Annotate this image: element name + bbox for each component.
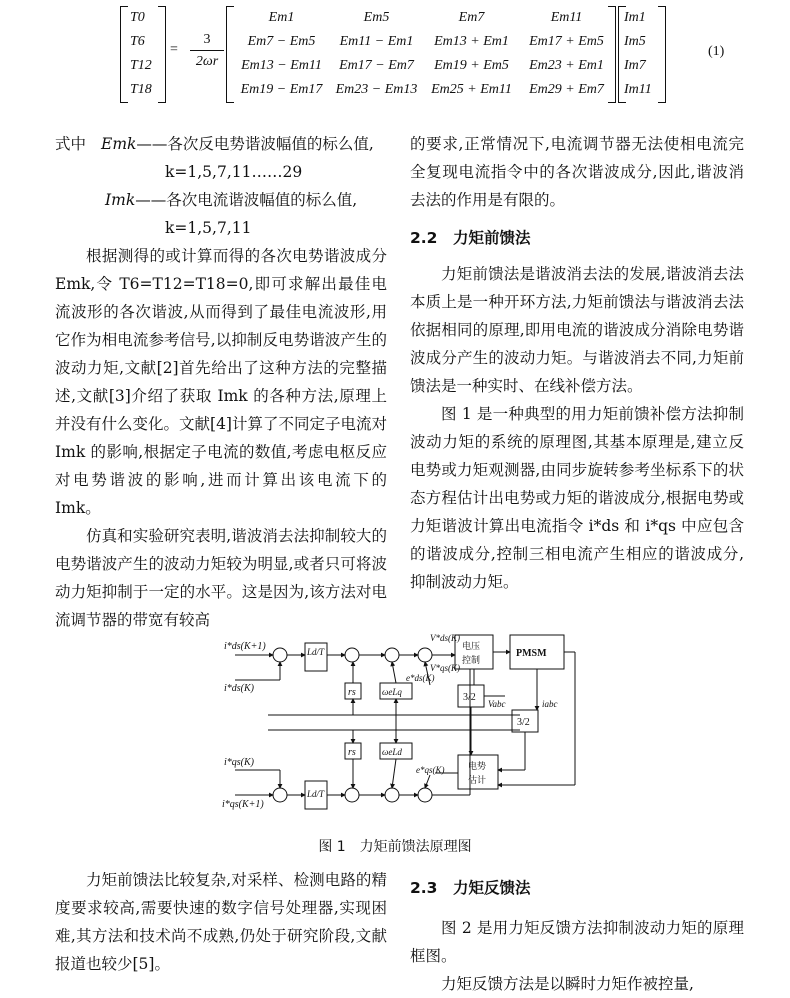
matrix-cell: Em11 − Em1 bbox=[339, 34, 414, 49]
sum-junction bbox=[273, 648, 287, 662]
matrix-cell: Em17 − Em7 bbox=[339, 58, 414, 73]
ld-t-top-label: Ld/T bbox=[307, 647, 325, 657]
we-lq-label: ωeLq bbox=[382, 687, 402, 697]
matrix-cell: Em19 − Em17 bbox=[240, 82, 323, 97]
matrix-cell: Em7 bbox=[458, 10, 485, 25]
input-iqs-k: i*qs(K) bbox=[224, 757, 254, 768]
signal-vabc: Vabc bbox=[488, 699, 506, 709]
sum-junction bbox=[345, 648, 359, 662]
matrix-cell: Em23 − Em13 bbox=[335, 82, 418, 97]
lhs-t6: T6 bbox=[130, 34, 145, 49]
rhs-im1: Im1 bbox=[624, 10, 646, 25]
section-heading-2-3: 2.3 力矩反馈法 bbox=[410, 879, 531, 897]
input-ids-k: i*ds(K) bbox=[224, 683, 254, 694]
matrix-cell: Em7 − Em5 bbox=[247, 34, 316, 49]
t32-b-label: 3/2 bbox=[517, 717, 530, 728]
left-column bbox=[55, 130, 387, 634]
input-ids-k1: i*ds(K+1) bbox=[224, 641, 266, 652]
emf-estimator-label-1: 电势 bbox=[468, 761, 487, 771]
rhs-im11: Im11 bbox=[624, 82, 652, 97]
equation-1 bbox=[110, 0, 750, 110]
sum-junction bbox=[273, 788, 287, 802]
coef-numerator: 3 bbox=[190, 30, 224, 51]
matrix-cell: Em5 bbox=[363, 10, 390, 25]
matrix-cell: Em23 + Em1 bbox=[529, 58, 604, 73]
lhs-t12: T12 bbox=[130, 58, 152, 73]
def2-text: ——各次电流谐波幅值的标么值, bbox=[135, 191, 358, 209]
lhs-t0: T0 bbox=[130, 10, 145, 25]
sum-junction bbox=[385, 648, 399, 662]
matrix-cell: Em25 + Em11 bbox=[431, 82, 512, 97]
signal-eqs: e*qs(K) bbox=[416, 765, 445, 775]
pmsm-label: PMSM bbox=[516, 648, 547, 659]
def1-text: ——各次反电势谐波幅值的标么值, bbox=[136, 135, 374, 153]
bottom-right-column bbox=[410, 876, 744, 998]
signal-eds: e*ds(K) bbox=[406, 673, 435, 683]
ld-t-bottom-label: Ld/T bbox=[307, 789, 325, 799]
lhs-t18: T18 bbox=[130, 82, 152, 97]
equals-sign: = bbox=[170, 42, 178, 57]
def-label: 式中 bbox=[55, 135, 87, 153]
def2-cont: k=1,5,7,11 bbox=[165, 219, 252, 237]
matrix-cell: Em11 bbox=[550, 10, 583, 25]
signal-vqs: V*qs(K) bbox=[430, 663, 460, 673]
rs-top-label: rs bbox=[348, 687, 356, 698]
def1-cont: k=1,5,7,11……29 bbox=[165, 163, 303, 181]
matrix-cell: Em29 + Em7 bbox=[529, 82, 604, 97]
sum-junction bbox=[418, 648, 432, 662]
t32-a-label: 3/2 bbox=[463, 692, 476, 703]
right-paragraph-2: 图 1 是一种典型的用力矩前馈补偿方法抑制波动力矩的系统的原理图,其基本原理是,建立反电势或力矩观测器,由同步旋转参考坐标系下的状态方程估计出电势或力矩的谐波成分,根据电势或力矩谐波计算出电流指令 i*ds 和 i*qs 中应包含的谐波成分,控制三相电流产生相应的谐波成分,抑制波动力矩。 bbox=[410, 405, 744, 591]
bottom-right-paragraph-2: 力矩反馈方法是以瞬时力矩作被控量, bbox=[441, 975, 694, 993]
bottom-left-paragraph: 力矩前馈法比较复杂,对采样、检测电路的精度要求较高,需要快速的数字信号处理器,实现困难,其方法和技术尚不成熟,仍处于研究阶段,文献报道也较少[5]。 bbox=[55, 871, 387, 973]
sum-junction bbox=[385, 788, 399, 802]
coef-denominator: 2ωr bbox=[195, 54, 219, 69]
emf-estimator-label-2: 估计 bbox=[468, 775, 487, 785]
right-paragraph-1: 力矩前馈法是谐波消去法的发展,谐波消去法本质上是一种开环方法,力矩前馈法与谐波消去法依据相同的原理,即用电流的谐波成分消除电势谐波成分产生的波动力矩。与谐波消去不同,力矩前馈法是一种实时、在线补偿方法。 bbox=[410, 265, 744, 395]
matrix-cell: Em19 + Em5 bbox=[434, 58, 509, 73]
right-column bbox=[410, 130, 744, 596]
sum-junction bbox=[345, 788, 359, 802]
voltage-control-label-2: 控制 bbox=[462, 655, 481, 665]
section-heading-2-2: 2.2 力矩前馈法 bbox=[410, 229, 531, 247]
we-ld-label: ωeLd bbox=[382, 747, 402, 757]
right-paragraph-0: 的要求,正常情况下,电流调节器无法使相电流完全复现电流指令中的各次谐波成分,因此,谐波消去法的作用是有限的。 bbox=[410, 135, 744, 209]
bottom-left-column bbox=[55, 866, 387, 978]
matrix-cell: Em1 bbox=[268, 10, 295, 25]
bottom-right-paragraph-1: 图 2 是用力矩反馈方法抑制波动力矩的原理框图。 bbox=[410, 919, 744, 965]
signal-vds: V*ds(K) bbox=[430, 633, 460, 643]
rhs-im7: Im7 bbox=[624, 58, 646, 73]
def1-symbol: Emk bbox=[101, 135, 137, 153]
equation-number: (1) bbox=[708, 44, 725, 59]
sum-junction bbox=[418, 788, 432, 802]
matrix-cell: Em17 + Em5 bbox=[529, 34, 604, 49]
input-iqs-k1: i*qs(K+1) bbox=[222, 799, 264, 810]
left-paragraph-2: 仿真和实验研究表明,谐波消去法抑制较大的电势谐波产生的波动力矩较为明显,或者只可将波动力矩抑制于一定的水平。这是因为,该方法对电流调节器的带宽有较高 bbox=[55, 527, 387, 629]
matrix-cell: Em13 + Em1 bbox=[434, 34, 509, 49]
figure-1-block-diagram bbox=[220, 625, 590, 820]
figure-1-caption: 图 1 力矩前馈法原理图 bbox=[318, 839, 472, 855]
matrix-cell: Em13 − Em11 bbox=[241, 58, 322, 73]
rs-bottom-label: rs bbox=[348, 747, 356, 758]
left-paragraph-1: 根据测得的或计算而得的各次电势谐波成分 Emk,令 T6=T12=T18=0,即可求解出最佳电流波形的各次谐波,从而得到了最佳电流波形,用它作为相电流参考信号,以抑制反电势谐波产生的波动力矩,文献[2]首先给出了这种方法的完整描述,文献[3]介绍了获取 Imk 的各种方法,原理上并没有什么变化。文献[4]计算了不同定子电流对 Imk 的影响,根据定子电流的数值,考虑电枢反应对电势谐波的影响,进而计算出该电流下的 Imk。 bbox=[55, 247, 387, 517]
signal-iabc: iabc bbox=[542, 699, 558, 709]
rhs-im5: Im5 bbox=[624, 34, 646, 49]
def2-symbol: Imk bbox=[105, 191, 136, 209]
voltage-control-label-1: 电压 bbox=[462, 641, 481, 651]
